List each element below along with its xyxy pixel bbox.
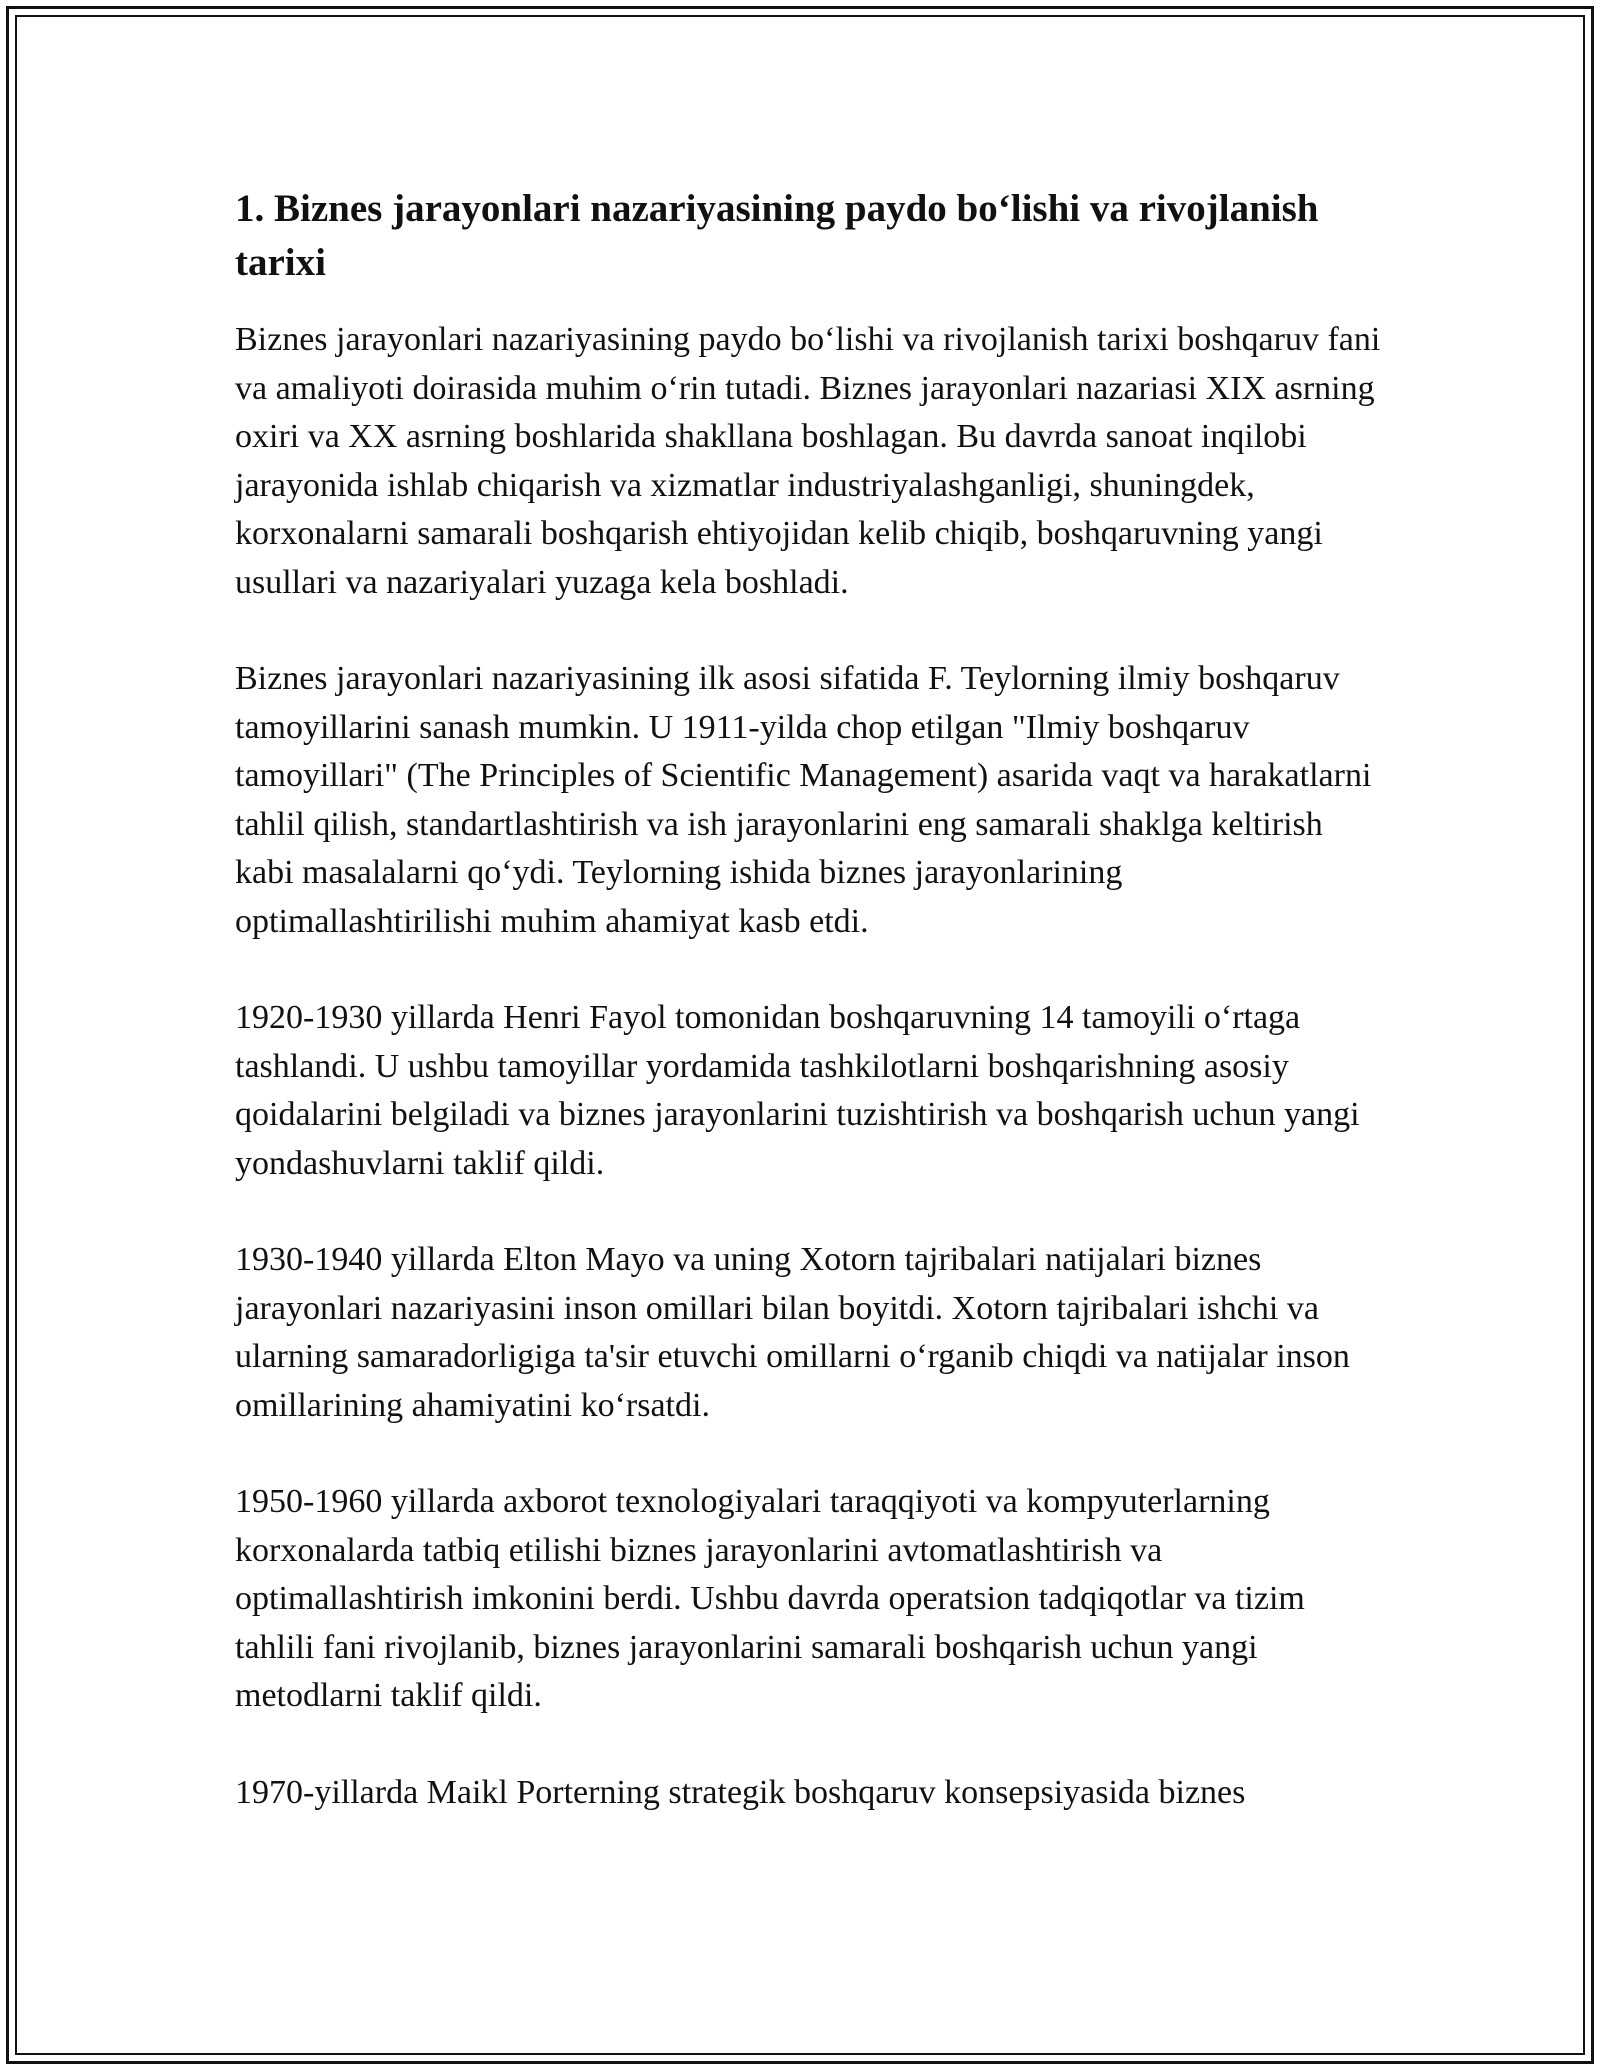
paragraph-taylor: Biznes jarayonlari nazariyasining ilk asosi sifatida F. Teylorning ilmiy boshqaruv tamoyillarini sanash mumkin. U 1911-yilda chop etilgan "Ilmiy boshqaruv tamoyillari" (The Principles of Scientific Management) asarida vaqt va harakatlarni tahlil qilish, standartlashtirish va ish jarayonlarini eng samarali shaklga keltirish kabi masalalarni qo‘ydi. Teylorning ishida biznes jarayonlarining optimallashtirilishi muhim ahamiyat kasb etdi. bbox=[235, 660, 1372, 940]
paragraph-it: 1950-1960 yillarda axborot texnologiyalari taraqqiyoti va kompyuterlarning korxonalarda tatbiq etilishi biznes jarayonlarini avtomatlashtirish va optimallashtirish imkonini berdi. Ushbu davrda operatsion tadqiqotlar va tizim tahlili fani rivojlanib, biznes jarayonlarini samarali boshqarish uchun yangi metodlarni taklif qildi. bbox=[235, 1483, 1305, 1714]
section-heading: 1. Biznes jarayonlari nazariyasining paydo bo‘lishi va rivojlanish tarixi bbox=[235, 187, 1319, 284]
paragraph-fayol: 1920-1930 yillarda Henri Fayol tomonidan boshqaruvning 14 tamoyili o‘rtaga tashlandi. U ushbu tamoyillar yordamida tashkilotlarni boshqarishning asosiy qoidalarini belgiladi va biznes jarayonlarini tuzishtirish va boshqarish uchun yangi yondashuvlarni taklif qildi. bbox=[235, 999, 1360, 1182]
paragraph-porter: 1970-yillarda Maikl Porterning strategik boshqaruv konsepsiyasida biznes bbox=[235, 1773, 1246, 1811]
paragraph-intro: Biznes jarayonlari nazariyasining paydo bo‘lishi va rivojlanish tarixi boshqaruv fani va amaliyoti doirasida muhim o‘rin tutadi. Biznes jarayonlari nazariasi XIX asrning oxiri va XX asrning boshlarida shakllana boshlagan. Bu davrda sanoat inqilobi jarayonida ishlab chiqarish va xizmatlar industriyalashganligi, shuningdek, korxonalarni samarali boshqarish ehtiyojidan kelib chiqib, boshqaruvning yangi usullari va nazariyalari yuzaga kela boshladi. bbox=[235, 321, 1381, 601]
document-body bbox=[235, 182, 1385, 1817]
paragraph-mayo: 1930-1940 yillarda Elton Mayo va uning Xotorn tajribalari natijalari biznes jarayonlari nazariyasini inson omillari bilan boyitdi. Xotorn tajribalari ishchi va ularning samaradorligiga ta'sir etuvchi omillarni o‘rganib chiqdi va natijalar inson omillarining ahamiyatini ko‘rsatdi. bbox=[235, 1241, 1350, 1424]
